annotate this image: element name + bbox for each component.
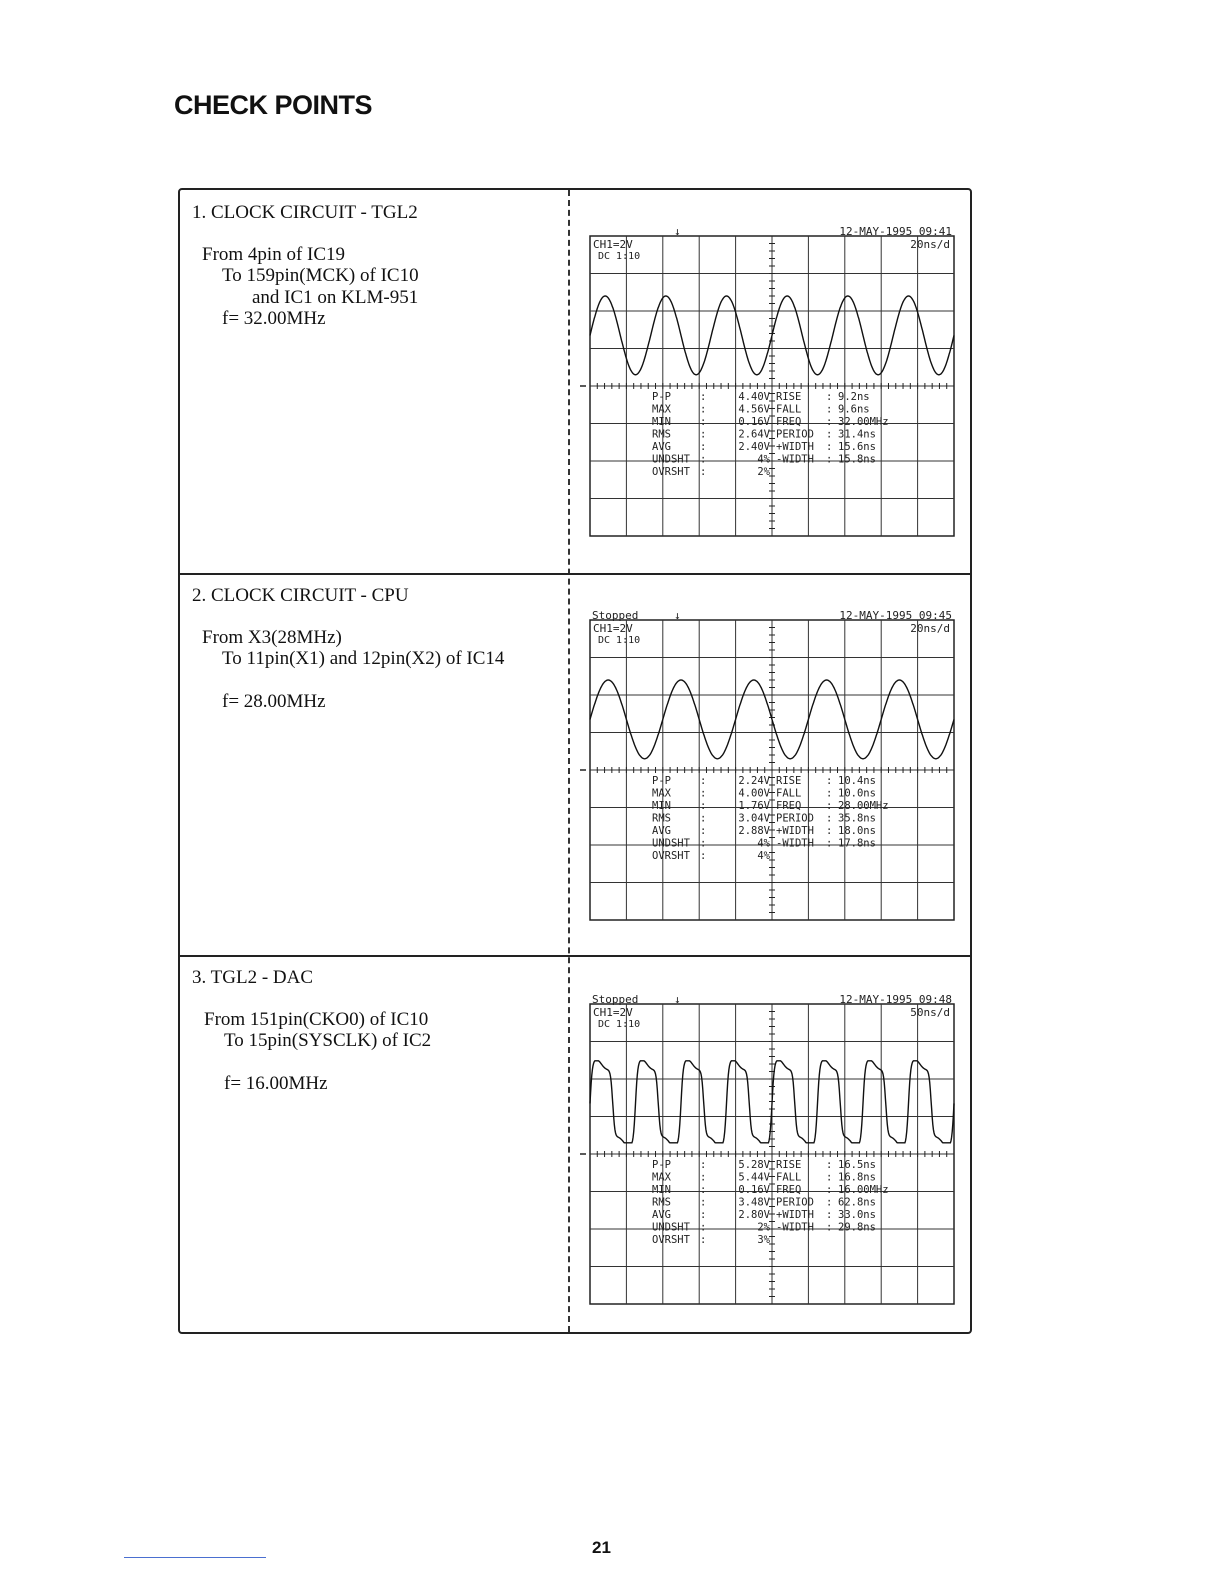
measure-label: MAX <box>652 403 671 416</box>
measure-colon: : <box>700 391 707 403</box>
measure-colon: : <box>826 1209 833 1221</box>
scope-timebase: 50ns/d <box>910 1006 950 1019</box>
measure-colon: : <box>826 441 833 453</box>
section-line: and IC1 on KLM-951 <box>252 287 419 308</box>
measure-colon: : <box>700 850 707 862</box>
section-line: f= 32.00MHz <box>222 308 326 329</box>
measure-label: UNDSHT <box>652 453 690 466</box>
measure-value: 4% <box>757 453 770 466</box>
section-line: From 151pin(CKO0) of IC10 <box>204 1009 429 1030</box>
measure-value: 0.16V <box>738 1184 770 1196</box>
measure-colon: : <box>826 825 833 837</box>
measure-colon: : <box>826 428 833 441</box>
section-title: 3. TGL2 - DAC <box>192 967 314 988</box>
measure-value: 16.8ns <box>838 1171 876 1184</box>
column-divider <box>568 190 570 1332</box>
scope-date: 12-MAY-1995 09:41 <box>839 226 952 238</box>
measure-colon: : <box>826 837 833 850</box>
measure-value: 2.64V <box>738 428 770 441</box>
measure-colon: : <box>826 775 833 787</box>
measure-value: 3% <box>757 1234 770 1246</box>
measure-colon: : <box>826 1221 833 1234</box>
measure-label: PERIOD <box>776 812 814 825</box>
measure-value: 4% <box>757 850 770 862</box>
measure-label: OVRSHT <box>652 850 690 862</box>
scope-channel: CH1=2V <box>593 238 633 251</box>
measure-value: 17.8ns <box>838 837 876 850</box>
measure-colon: : <box>700 825 707 837</box>
measure-label: +WIDTH <box>776 825 814 837</box>
scope-status: Stopped <box>592 610 639 622</box>
measure-label: -WIDTH <box>776 1221 814 1234</box>
measure-colon: : <box>826 403 833 416</box>
measure-label: FALL <box>776 787 802 800</box>
measure-value: 4.00V <box>738 787 770 800</box>
measure-colon: : <box>700 428 707 441</box>
measure-label: +WIDTH <box>776 1209 814 1221</box>
measure-colon: : <box>700 787 707 800</box>
measure-label: RMS <box>652 428 671 441</box>
measure-colon: : <box>700 775 707 787</box>
measure-label: FREQ <box>776 416 802 428</box>
measure-value: 10.0ns <box>838 787 876 800</box>
trigger-marker: ↓ <box>674 226 681 238</box>
oscilloscope-screen-3 <box>578 994 958 1306</box>
measure-value: 31.4ns <box>838 428 876 441</box>
measure-colon: : <box>700 466 707 478</box>
measure-value: 32.00MHz <box>838 416 889 428</box>
scope-timebase: 20ns/d <box>910 238 950 251</box>
measure-label: FALL <box>776 1171 802 1184</box>
measure-colon: : <box>826 453 833 466</box>
measure-label: OVRSHT <box>652 1234 690 1246</box>
measure-label: PERIOD <box>776 1196 814 1209</box>
scope-channel: CH1=2V <box>593 622 633 635</box>
measure-value: 2.24V <box>738 775 770 787</box>
measure-value: 2.80V <box>738 1209 770 1221</box>
measure-colon: : <box>700 1221 707 1234</box>
measure-value: 3.48V <box>738 1196 770 1209</box>
scope-date: 12-MAY-1995 09:48 <box>839 994 952 1006</box>
measure-label: FALL <box>776 403 802 416</box>
measure-value: 2.40V <box>738 441 770 453</box>
page-number: 21 <box>592 1538 611 1557</box>
check-points-frame <box>178 188 972 1334</box>
measure-colon: : <box>700 441 707 453</box>
measure-colon: : <box>826 787 833 800</box>
scope-coupling: DC 1:10 <box>598 1019 641 1030</box>
measure-label: RISE <box>776 775 802 787</box>
measure-label: P-P <box>652 1159 671 1171</box>
measure-colon: : <box>826 1184 833 1196</box>
measure-value: 62.8ns <box>838 1196 876 1209</box>
measure-colon: : <box>700 1196 707 1209</box>
section-clock-cpu <box>180 573 568 955</box>
measure-colon: : <box>700 812 707 825</box>
measure-label: MIN <box>652 1184 671 1196</box>
measure-colon: : <box>826 391 833 403</box>
measure-label: PERIOD <box>776 428 814 441</box>
footer-rule <box>124 1557 266 1558</box>
measure-label: +WIDTH <box>776 441 814 453</box>
measure-label: RISE <box>776 391 802 403</box>
measure-value: 29.8ns <box>838 1221 876 1234</box>
measure-label: UNDSHT <box>652 837 690 850</box>
measure-value: 2.88V <box>738 825 770 837</box>
measure-colon: : <box>826 1196 833 1209</box>
section-line: f= 16.00MHz <box>224 1073 328 1094</box>
measure-colon: : <box>826 1171 833 1184</box>
measure-colon: : <box>700 453 707 466</box>
measure-value: 2% <box>757 466 770 478</box>
trigger-marker: ↓ <box>674 610 681 622</box>
measure-colon: : <box>700 837 707 850</box>
trigger-marker: ↓ <box>674 994 681 1006</box>
oscilloscope-screen-1 <box>578 226 958 538</box>
scope-coupling: DC 1:10 <box>598 251 641 262</box>
measure-label: RMS <box>652 812 671 825</box>
measure-label: -WIDTH <box>776 453 814 466</box>
measure-label: MIN <box>652 800 671 812</box>
section-tgl2-dac <box>180 955 568 1334</box>
section-line: From X3(28MHz) <box>202 627 342 648</box>
measure-value: 9.2ns <box>838 391 870 403</box>
measure-label: -WIDTH <box>776 837 814 850</box>
measure-value: 15.6ns <box>838 441 876 453</box>
measure-label: MAX <box>652 1171 671 1184</box>
scope-svg <box>578 994 958 1306</box>
measure-colon: : <box>700 1171 707 1184</box>
measure-colon: : <box>700 1184 707 1196</box>
measure-value: 9.6ns <box>838 403 870 416</box>
measure-value: 16.00MHz <box>838 1184 889 1196</box>
section-line: To 15pin(SYSCLK) of IC2 <box>224 1030 432 1051</box>
measure-colon: : <box>700 416 707 428</box>
measure-label: P-P <box>652 391 671 403</box>
measure-value: 2% <box>757 1221 770 1234</box>
measure-colon: : <box>700 800 707 812</box>
measure-label: UNDSHT <box>652 1221 690 1234</box>
scope-svg <box>578 610 958 922</box>
measure-colon: : <box>826 812 833 825</box>
section-line: To 159pin(MCK) of IC10 <box>222 265 419 286</box>
measure-value: 4% <box>757 837 770 850</box>
oscilloscope-screen-2 <box>578 610 958 922</box>
section-title: 1. CLOCK CIRCUIT - TGL2 <box>192 202 418 223</box>
measure-value: 16.5ns <box>838 1159 876 1171</box>
measure-value: 15.8ns <box>838 453 876 466</box>
measure-value: 33.0ns <box>838 1209 876 1221</box>
section-line: To 11pin(X1) and 12pin(X2) of IC14 <box>222 648 505 669</box>
section-title: 2. CLOCK CIRCUIT - CPU <box>192 585 409 606</box>
measure-label: P-P <box>652 775 671 787</box>
measure-colon: : <box>826 416 833 428</box>
measure-value: 4.40V <box>738 391 770 403</box>
scope-channel: CH1=2V <box>593 1006 633 1019</box>
measure-value: 35.8ns <box>838 812 876 825</box>
measure-label: MAX <box>652 787 671 800</box>
scope-status: Stopped <box>592 994 639 1006</box>
measure-value: 18.0ns <box>838 825 876 837</box>
section-line: f= 28.00MHz <box>222 691 326 712</box>
measure-value: 5.44V <box>738 1171 770 1184</box>
measure-colon: : <box>700 1159 707 1171</box>
section-clock-tgl2 <box>180 190 568 573</box>
measure-value: 5.28V <box>738 1159 770 1171</box>
measure-colon: : <box>700 1234 707 1246</box>
scope-timebase: 20ns/d <box>910 622 950 635</box>
section-line: From 4pin of IC19 <box>202 244 346 265</box>
measure-label: AVG <box>652 1209 671 1221</box>
measure-value: 1.76V <box>738 800 770 812</box>
measure-label: RISE <box>776 1159 802 1171</box>
measure-value: 28.00MHz <box>838 800 889 812</box>
measure-colon: : <box>700 1209 707 1221</box>
measure-value: 10.4ns <box>838 775 876 787</box>
measure-colon: : <box>826 1159 833 1171</box>
page-title: CHECK POINTS <box>174 90 373 120</box>
measure-value: 0.16V <box>738 416 770 428</box>
scope-coupling: DC 1:10 <box>598 635 641 646</box>
measure-label: RMS <box>652 1196 671 1209</box>
measure-label: OVRSHT <box>652 466 690 478</box>
measure-value: 3.04V <box>738 812 770 825</box>
measure-value: 4.56V <box>738 403 770 416</box>
measure-label: AVG <box>652 825 671 837</box>
measure-colon: : <box>700 403 707 416</box>
measure-colon: : <box>826 800 833 812</box>
measure-label: FREQ <box>776 800 802 812</box>
measure-label: AVG <box>652 441 671 453</box>
measure-label: FREQ <box>776 1184 802 1196</box>
scope-svg <box>578 226 958 538</box>
measure-label: MIN <box>652 416 671 428</box>
scope-date: 12-MAY-1995 09:45 <box>839 610 952 622</box>
